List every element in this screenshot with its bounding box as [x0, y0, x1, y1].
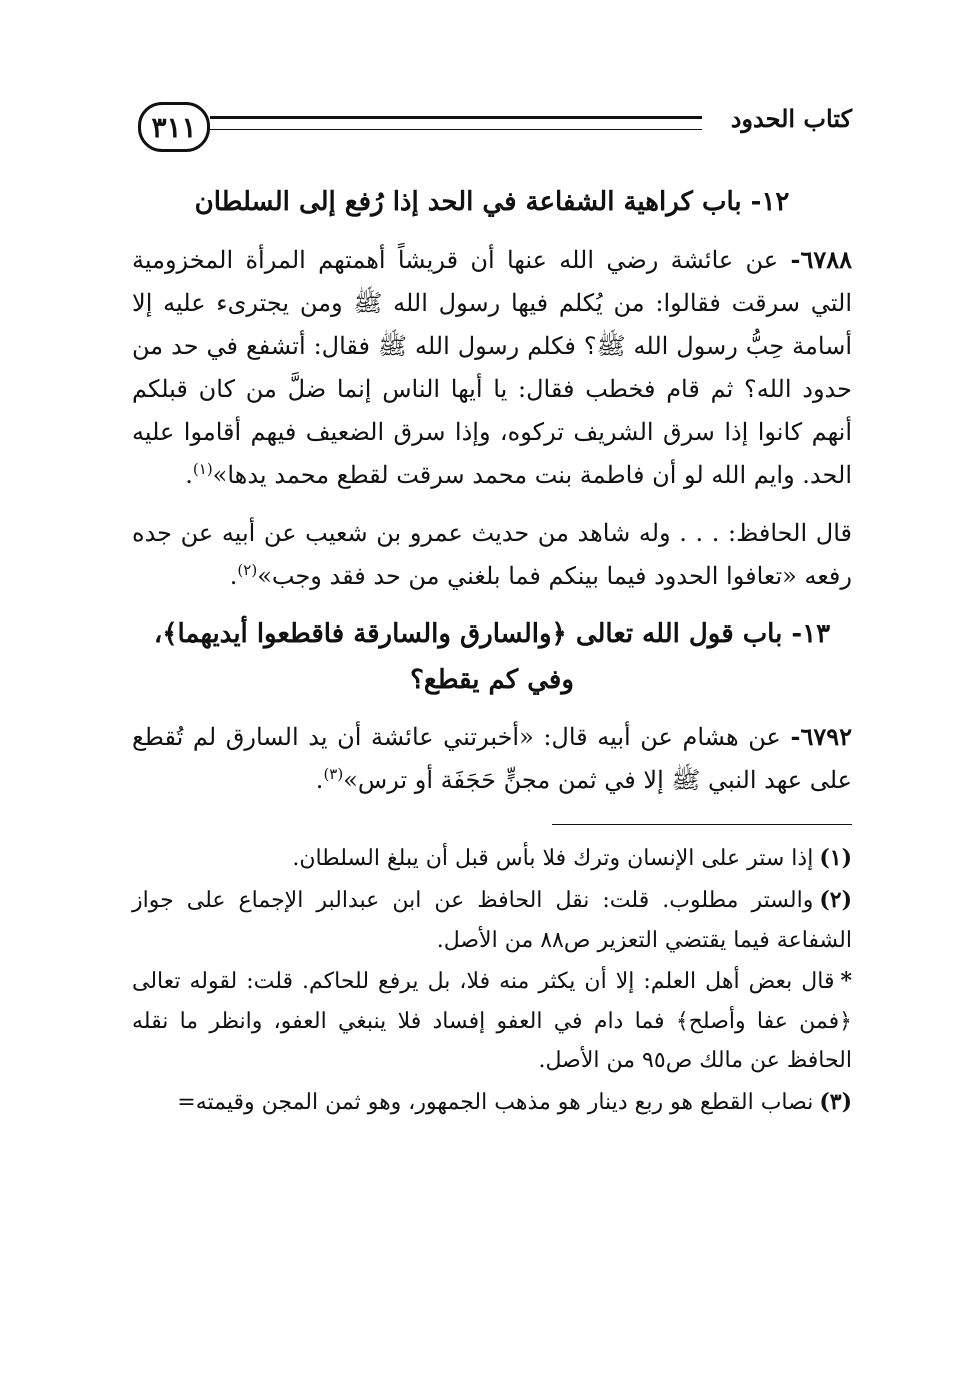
hadith-6792: [132, 715, 852, 802]
footnote-label: (١): [819, 845, 852, 872]
hadith-end: .: [315, 766, 324, 795]
page-number: ٣١١: [151, 110, 197, 144]
section-title-13: ١٣- باب قول الله تعالى ﴿والسارق والسارقة فاقطعوا أيديهما﴾، وفي كم يقطع؟: [153, 619, 831, 695]
hadith-number: ٦٧٨٨-: [790, 244, 852, 274]
footnote-divider: [552, 824, 852, 825]
footnote-3: [132, 1083, 852, 1123]
footnote-text: نصاب القطع هو ربع دينار هو مذهب الجمهور، وهو ثمن المجن وقيمته=: [177, 1089, 814, 1115]
page-number-badge: [138, 102, 210, 152]
hadith-6788: [132, 238, 852, 498]
page-content: [132, 180, 852, 1125]
footnotes: [132, 839, 852, 1122]
comment-text: قال الحافظ: . . . وله شاهد من حديث عمرو بن شعيب عن أبيه عن جده رفعه «تعافوا الحدود فيما بينكم فما بلغني من حد فقد وجب»: [132, 518, 852, 590]
footnote-text: والستر مطلوب. قلت: نقل الحافظ عن ابن عبدالبر الإجماع على جواز الشفاعة فيما يقتضي التعزير ص٨٨ من الأصل.: [132, 887, 852, 953]
section-title-12: ١٢- باب كراهية الشفاعة في الحد إذا رُفع إلى السلطان: [194, 187, 790, 217]
footnote-1: [132, 839, 852, 879]
hadith-text: عن عائشة رضي الله عنها أن قريشاً أهمتهم المرأة المخزومية التي سرقت فقالوا: من يُكلم فيها رسول الله ﷺ ومن يجترىء عليه إلا أسامة حِبُّ رسول الله ﷺ؟ فكلم رسول الله ﷺ فقال: أتشفع في حد من حدود الله؟ ثم قام فخطب فقال: يا أيها الناس إنما ضلَّ من كان قبلكم أنهم كانوا إذا سرق الشريف تركوه، وإذا سرق الضعيف فيهم أقاموا عليه الحد. وايم الله لو أن فاطمة بنت محمد سرقت لقطع محمد يدها»: [132, 245, 852, 490]
footnote-ref-3[interactable]: (٣): [323, 765, 344, 784]
footnote-ref-1[interactable]: (١): [192, 460, 213, 479]
footnote-text: قال بعض أهل العلم: إلا أن يكثر منه فلا، بل يرفع للحاكم. قلت: لقوله تعالى ﴿فمن عفا وأصلح﴾ فما دام في العفو إفساد فلا ينبغي العفو، وانظر ما نقله الحافظ عن مالك ص٩٥ من الأصل.: [132, 969, 852, 1074]
hadith-end: .: [185, 461, 193, 490]
footnote-note: [132, 962, 852, 1081]
page-header: [132, 100, 852, 158]
footnote-label: (٣): [819, 1088, 852, 1115]
hadith-number: ٦٧٩٢-: [790, 722, 852, 751]
comment-end: .: [229, 561, 238, 590]
hafiz-comment: [132, 512, 852, 598]
header-rule: [210, 116, 702, 130]
footnote-ref-2[interactable]: (٢): [237, 560, 258, 579]
footnote-label: *: [840, 968, 852, 995]
hadith-text: عن هشام عن أبيه قال: «أخبرتني عائشة أن يد السارق لم تُقطع على عهد النبي ﷺ إلا في ثمن مجنٍّ حَجَفَة أو ترس»: [132, 723, 852, 795]
footnote-2: [132, 881, 852, 960]
footnote-text: إذا ستر على الإنسان وترك فلا بأس قبل أن يبلغ السلطان.: [292, 846, 814, 872]
book-title: كتاب الحدود: [730, 104, 852, 133]
footnote-label: (٢): [819, 886, 852, 913]
